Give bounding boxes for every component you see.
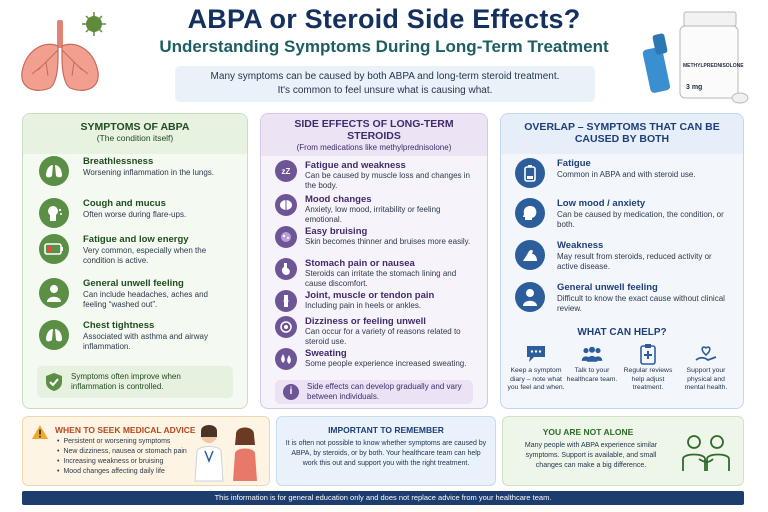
overlap-heading-line-2: CAUSED BY BOTH [574,133,670,145]
chat-icon [524,344,548,364]
info-icon: i [283,384,299,400]
drops-icon [275,348,297,370]
arm-icon [515,240,545,270]
remember-line-2: ABPA, by steroids, or by both. Your healthcare team can help [291,450,481,457]
bottle-dose: 3 mg [686,84,703,91]
overlap-item-title: General unwell feeling [557,282,658,293]
remember-text [283,439,489,469]
help-item-support [677,344,735,393]
intro-line-1: Many symptoms can be caused by both ABPA and long-term steroid treatment. [210,71,560,82]
steroid-item-title: Joint, muscle or tendon pain [305,290,435,301]
doctor-patient-illustration [189,421,265,483]
abpa-heading: SYMPTOMS OF ABPA [80,121,190,133]
page-subtitle: Understanding Symptoms During Long-Term Treatment [159,37,609,56]
abpa-item-title: Chest tightness [83,320,155,331]
overlap-item-desc: May result from steroids, reduced activity or active disease. [557,252,712,271]
abpa-note-text: Symptoms often improve when inflammation is controlled. [71,372,181,391]
steroid-side-effects-panel [260,113,488,409]
advice-heading: WHEN TO SEEK MEDICAL ADVICE [55,425,196,435]
not-alone-box [502,416,744,486]
abpa-panel-header [23,114,247,154]
sleep-icon: zZ [275,160,297,182]
advice-list-item: • Persistent or worsening symptoms [57,437,187,447]
steroid-item-desc: Anxiety, low mood, irritability or feeling emotional. [305,205,441,224]
alone-line-1: Many people with ABPA experience similar [524,442,658,449]
abpa-item-desc: Associated with asthma and airway inflammation. [83,332,208,351]
advice-list-item: • Increasing weakness or bruising [57,457,187,467]
steroid-item-desc: Can be caused by muscle loss and changes in the body. [305,171,470,190]
warning-icon [31,424,49,440]
heart-hand-icon [694,344,718,364]
remember-heading: IMPORTANT TO REMEMBER [328,425,444,435]
cough-icon [39,198,69,228]
joint-icon [275,290,297,312]
overlap-item-desc: Difficult to know the exact cause without clinical review. [557,294,725,313]
brain-icon [275,194,297,216]
steroid-note-text: Side effects can develop gradually and vary between individuals. [307,382,462,401]
advice-list-item: • New dizziness, nausea or stomach pain [57,447,187,457]
important-box [276,416,496,486]
advice-list-item: • Mood changes affecting daily life [57,467,187,477]
abpa-item-desc: Often worse during flare-ups. [83,210,187,219]
abpa-item-desc: Very common, especially when the condition is active. [83,246,207,265]
overlap-item-title: Weakness [557,240,604,251]
stomach-icon [275,258,297,280]
remember-line-1: It is often not possible to know whether symptoms are caused by [285,440,487,447]
alone-heading: YOU ARE NOT ALONE [542,427,634,437]
overlap-item-title: Low mood / anxiety [557,198,646,209]
head-icon [515,198,545,228]
battery-icon [39,234,69,264]
help-title: WHAT CAN HELP? [577,327,667,338]
overlap-item-title: Fatigue [557,158,591,169]
steroid-heading-line-1: SIDE EFFECTS OF LONG-TERM [294,118,454,130]
advice-list [57,437,187,477]
person-icon [515,282,545,312]
page-title: ABPA or Steroid Side Effects? [187,4,581,34]
abpa-note [37,366,233,398]
steroid-item-desc: Can occur for a variety of reasons related to steroid use. [305,327,461,346]
chest-icon [39,320,69,350]
intro-box [175,66,595,102]
help-item-text: Keep a symptom diary – note what you feel and when. [507,367,565,391]
abpa-item-desc: Worsening inflammation in the lungs. [83,168,215,177]
lungs-icon [39,156,69,186]
abpa-item-desc: Can include headaches, aches and feeling “washed out”. [83,290,208,309]
footer-disclaimer: This information is for general education only and does not replace advice from your healthcare team. [22,491,744,505]
help-item-reviews [619,344,677,393]
steroid-item-title: Easy bruising [305,226,368,237]
abpa-symptoms-panel [22,113,248,409]
steroid-item-desc: Steroids can irritate the stomach lining and cause discomfort. [305,269,457,288]
steroid-item-title: Mood changes [305,194,372,205]
medical-advice-box [22,416,270,486]
help-item-text: Regular reviews help adjust treatment. [623,367,673,391]
bruise-icon [275,226,297,248]
steroid-item-title: Sweating [305,348,347,359]
steroid-item-title: Stomach pain or nausea [305,258,415,269]
shield-check-icon [45,372,63,392]
bottle-label: METHYLPREDNISOLONE [683,63,744,69]
abpa-item-title: Cough and mucus [83,198,166,209]
steroid-item-desc: Some people experience increased sweating. [305,359,467,368]
help-item-text: Support your physical and mental health. [684,367,728,391]
alone-line-3: changes can make a big difference. [535,462,647,469]
steroid-item-desc: Skin becomes thinner and bruises more easily. [305,237,471,246]
abpa-item-title: General unwell feeling [83,278,184,289]
medication-bottle [636,8,756,108]
remember-line-3: work this out and support you with the right treatment. [302,460,470,467]
help-item-text: Talk to your healthcare team. [566,367,618,383]
support-people-icon [679,433,733,473]
help-item-diary [507,344,565,393]
overlap-panel [500,113,744,409]
overlap-item-desc: Common in ABPA and with steroid use. [557,170,696,179]
steroid-note [275,380,473,404]
inhaler-icon [636,8,756,108]
abpa-subheading: (The condition itself) [96,133,174,143]
overlap-heading-line-1: OVERLAP – SYMPTOMS THAT CAN BE [524,121,720,133]
abpa-item-title: Fatigue and low energy [83,234,189,245]
overlap-panel-header [501,114,743,154]
overlap-item-desc: Can be caused by medication, the condition, or both. [557,210,724,229]
alone-text [509,441,673,471]
steroid-heading-line-2: STEROIDS [347,130,401,142]
steroid-item-title: Fatigue and weakness [305,160,406,171]
steroid-subheading: (From medications like methylprednisolone) [296,143,452,152]
dizzy-icon [275,316,297,338]
team-icon [580,344,604,364]
alone-line-2: symptoms. Support is available, and small [525,452,657,459]
help-item-team [563,344,621,384]
steroid-panel-header [261,114,487,156]
clipboard-icon [636,344,660,364]
steroid-item-desc: Including pain in heels or ankles. [305,301,422,310]
battery-icon [515,158,545,188]
intro-line-2: It's common to feel unsure what is causing what. [277,85,493,96]
person-icon [39,278,69,308]
abpa-item-title: Breathlessness [83,156,154,167]
steroid-item-title: Dizziness or feeling unwell [305,316,426,327]
